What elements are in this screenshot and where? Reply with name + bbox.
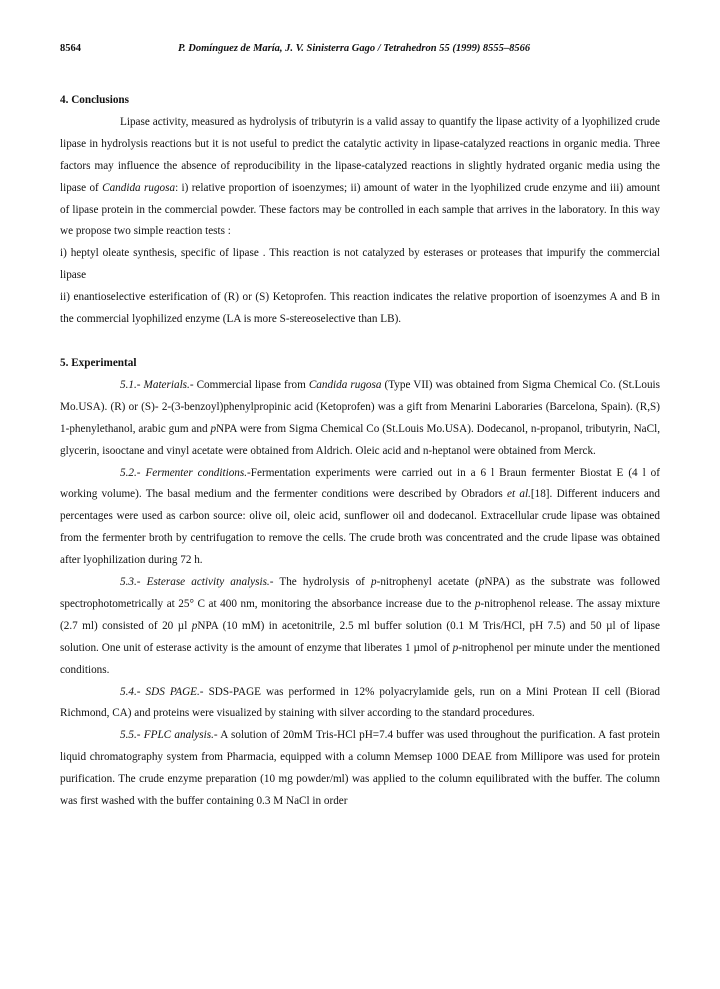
text-run: -nitrophenol release. The assay mixture (2.7 ml) consisted of 20 µl — [60, 597, 661, 632]
text-run: [18]. Different inducers and percentages were used as carbon source: olive oil, oleic acid, sunflower oil and dodecanol. Extracellular crude lipase was obtained from the fermenter broth by centrifugation to remove the cells. The crude broth was concentrated and the crude lipase was obtained after lyophilization during 72 h. — [60, 488, 660, 567]
text-run: NPA) as the substrate was followed spectrophotometrically at 25° C at 400 nm, monitoring the absorbance increase due to the — [60, 576, 660, 610]
et-al: et al. — [507, 488, 531, 501]
italic-p: p — [452, 641, 459, 654]
subsection-title: 5.4.- SDS PAGE.- — [120, 685, 204, 698]
running-head: P. Domínguez de María, J. V. Sinisterra Gago / Tetrahedron 55 (1999) 8555–8566 — [178, 43, 531, 54]
fermenter-paragraph — [60, 463, 660, 573]
text-run: The hydrolysis of — [273, 576, 372, 589]
subsection-title: 5.3.- Esterase activity analysis.- — [120, 576, 274, 589]
reaction-test-i: i) heptyl oleate synthesis, specific of lipase . This reaction is not catalyzed by esterases or proteases that impurify the commercial lipase — [60, 247, 660, 282]
fplc-paragraph — [60, 725, 660, 813]
reaction-test-ii: ii) enantioselective esterification of (R) or (S) Ketoprofen. This reaction indicates the relative proportion of isoenzymes A and B in the commercial lyophilized enzyme (LA is more S-stereoselective than LB). — [60, 291, 660, 326]
text-run: (Type VII) was obtained from Sigma Chemical Co. (St.Louis Mo.USA). (R) or (S)- 2-(3-benzoyl)phenylpropinic acid (Ketoprofen) was a gift from Menarini Laboraries (Barcelona, Spain). (R,S) 1-phenylethanol, arabic gum and — [60, 378, 660, 435]
materials-paragraph — [60, 375, 660, 463]
text-run: Lipase activity, measured as hydrolysis of tributyrin is a valid assay to quantify the lipase activity of a lyophilized crude lipase in hydrolysis reactions but it is not useful to predict the catalytic activity in lipase-catalyzed reactions in organic media. Three factors may influence the absence of reproducibility in the lipase-catalyzed reactions in slightly hydrated organic media using the lipase of — [60, 115, 660, 194]
running-header — [60, 43, 660, 59]
text-run: -nitrophenyl acetate ( — [376, 576, 479, 589]
conclusions-paragraph — [60, 112, 660, 243]
experimental-heading: 5. Experimental — [60, 356, 137, 369]
species-name: Candida rugosa — [308, 378, 382, 391]
page-number: 8564 — [60, 43, 81, 54]
italic-p: p — [478, 576, 485, 589]
article-body — [60, 90, 660, 813]
text-run: A solution of 20mM Tris-HCl pH=7.4 buffer was used throughout the purification. A fast protein liquid chromatography system from Pharmacia, equipped with a column Memsep 1000 DEAE from Millipore was used for protein purification. The crude enzyme preparation (10 mg powder/ml) was applied to the column equilibrated with the buffer. The column was first washed with the buffer containing 0.3 M NaCl in order — [60, 729, 660, 808]
text-run: SDS-PAGE was performed in 12% polyacrylamide gels, run on a Mini Protean II cell (Biorad Richmond, CA) and proteins were visualized by staining with silver according to the standard procedures. — [60, 685, 660, 720]
esterase-paragraph — [60, 572, 660, 682]
section-spacer — [60, 331, 660, 353]
subsection-title: 5.1.- Materials.- — [120, 378, 194, 391]
subsection-title: 5.5.- FPLC analysis.- — [120, 729, 218, 742]
text-run: -nitrophenol per minute under the mentioned conditions. — [60, 641, 660, 676]
species-name: Candida rugosa — [102, 181, 176, 194]
text-run: : i) relative proportion of isoenzymes; ii) amount of water in the lyophilized crude enzyme and iii) amount of lipase protein in the commercial powder. These factors may be controlled in each sample that arrives in the laboratory. In this way we propose two simple reaction tests : — [60, 181, 660, 238]
conclusions-heading: 4. Conclusions — [60, 94, 130, 106]
italic-p: p — [474, 597, 481, 610]
sds-page-paragraph — [60, 682, 660, 726]
text-run: NPA were from Sigma Chemical Co (St.Louis Mo.USA). Dodecanol, n-propanol, tributyrin, NaCl, glycerin, isooctane and vinyl acetate were obtained from Aldrich. Oleic acid and n-heptanol were obtained from Merck. — [60, 422, 660, 457]
italic-p: p — [371, 576, 377, 589]
text-run: Commercial lipase from — [193, 378, 309, 391]
italic-p: p — [191, 619, 198, 632]
italic-p: p — [210, 422, 217, 435]
subsection-title: 5.2.- Fermenter conditions.- — [120, 466, 251, 479]
text-run: Fermentation experiments were carried out in a 6 l Braun fermenter Biostat E (4 l of working volume). The basal medium and the fermenter conditions were described by Obradors — [60, 466, 660, 501]
text-run: NPA (10 mM) in acetonitrile, 2.5 ml buffer solution (0.1 M Tris/HCl, pH 7.5) and 50 µl of lipase solution. One unit of esterase activity is the amount of enzyme that liberates 1 µmol of — [60, 619, 660, 654]
